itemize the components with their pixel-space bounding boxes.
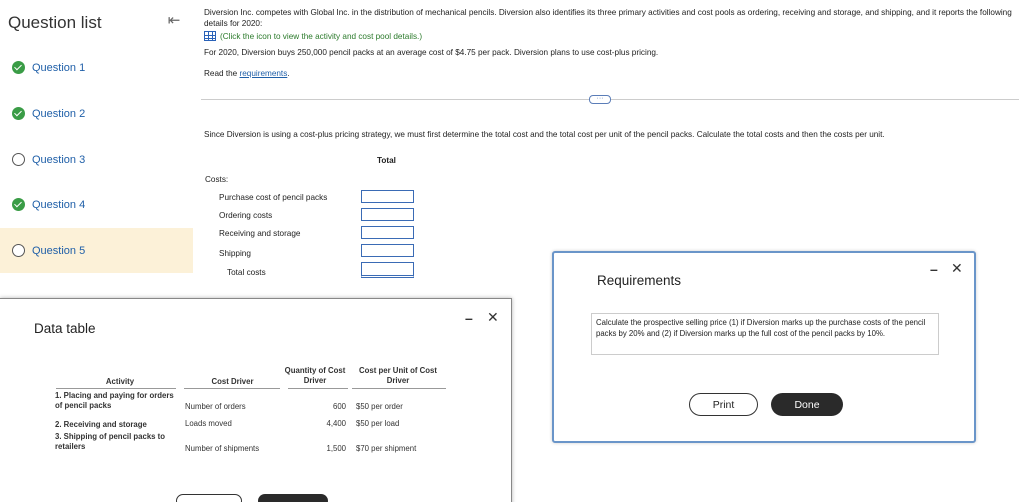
close-icon[interactable]: ✕ [487,309,499,325]
empty-circle-icon [12,244,25,257]
dialog-title: Requirements [597,273,682,288]
question-detail: For 2020, Diversion buys 250,000 pencil packs at an average cost of $4.75 per pack. Diversion plans to use cost-plus pricing. [204,48,659,57]
empty-circle-icon [12,153,25,166]
print-button-partial[interactable] [176,494,242,502]
table-cell-quantity: 4,400 [326,419,346,428]
purchase-cost-input[interactable] [361,190,414,203]
minimize-icon[interactable]: – [930,261,938,277]
sidebar-item-question-4[interactable] [0,182,193,227]
row-label-purchase: Purchase cost of pencil packs [219,193,328,202]
table-cell-cost-driver: Loads moved [185,419,232,428]
dialog-title: Data table [34,321,96,336]
table-cell-cost-per-unit: $50 per order [356,402,403,411]
check-circle-icon [12,107,25,120]
minimize-icon[interactable]: – [465,310,473,326]
table-cell-cost-per-unit: $70 per shipment [356,444,417,453]
ordering-cost-input[interactable] [361,208,414,221]
question-label: Question 2 [32,107,86,120]
question-intro: Diversion Inc. competes with Global Inc. in the distribution of mechanical pencils. Diversion also identifies its three primary activities and cost pools as ordering, receiving and storage, and shipping, and it reports the following details for 2020: [204,8,1012,28]
table-icon[interactable] [204,31,216,41]
header-underline [352,388,446,389]
click-text: (Click the icon to view the activity and cost pool details.) [220,31,423,41]
header-underline [56,388,176,389]
check-circle-icon [12,61,25,74]
read-requirements-line [204,69,290,78]
read-suffix: . [287,69,290,78]
row-label-total: Total costs [227,268,266,277]
read-prefix: Read the [204,69,240,78]
costs-label: Costs: [205,175,229,184]
header-activity: Activity [105,377,135,386]
data-table-link[interactable] [204,31,422,41]
header-quantity: Quantity of Cost Driver [284,366,346,385]
done-button[interactable]: Done [771,393,843,416]
table-cell-activity: 3. Shipping of pencil packs to retailers [55,432,166,451]
sidebar-item-question-1[interactable] [0,45,193,90]
instruction-text: Since Diversion is using a cost-plus pricing strategy, we must first determine the total cost and the total cost per unit of the pencil packs. Calculate the total costs and then the costs per unit. [204,130,885,139]
receiving-cost-input[interactable] [361,226,414,239]
sidebar-item-question-3[interactable] [0,137,193,182]
question-label: Question 3 [32,153,86,166]
question-label: Question 1 [32,61,86,74]
requirements-text: Calculate the prospective selling price (1) if Diversion marks up the purchase costs of the pencil packs by 20% and (2) if Diversion marks up the full cost of the pencil packs by 10%. [591,313,939,355]
collapse-sidebar-icon[interactable]: ⇤ [167,12,181,29]
shipping-cost-input[interactable] [361,244,414,257]
table-cell-quantity: 1,500 [326,444,346,453]
table-cell-cost-driver: Number of orders [185,402,246,411]
header-underline [184,388,280,389]
done-button-partial[interactable] [258,494,328,502]
question-label: Question 4 [32,198,86,211]
question-label: Question 5 [32,244,86,257]
check-circle-icon [12,198,25,211]
header-cost-driver: Cost Driver [211,377,254,386]
table-cell-activity: 2. Receiving and storage [55,420,147,429]
table-cell-cost-driver: Number of shipments [185,444,260,453]
row-label-shipping: Shipping [219,249,251,258]
sidebar-title: Question list [8,13,102,32]
close-icon[interactable]: ✕ [951,260,963,276]
sidebar-item-question-5[interactable] [0,228,193,273]
expand-more-button[interactable]: ··· [589,95,611,104]
data-table-dialog [0,298,512,502]
table-cell-quantity: 600 [332,402,346,411]
print-button[interactable]: Print [689,393,758,416]
header-cost-per-unit: Cost per Unit of Cost Driver [359,366,437,385]
sidebar-item-question-2[interactable] [0,91,193,136]
requirements-link[interactable]: requirements [239,69,288,78]
row-label-ordering: Ordering costs [219,211,273,220]
header-underline [288,388,348,389]
table-cell-cost-per-unit: $50 per load [356,419,400,428]
requirements-dialog [552,251,976,443]
row-label-receiving: Receiving and storage [219,229,301,238]
table-cell-activity: 1. Placing and paying for orders of pencil packs [55,391,174,410]
total-cost-input[interactable] [361,262,414,278]
column-header-total: Total [377,156,396,165]
